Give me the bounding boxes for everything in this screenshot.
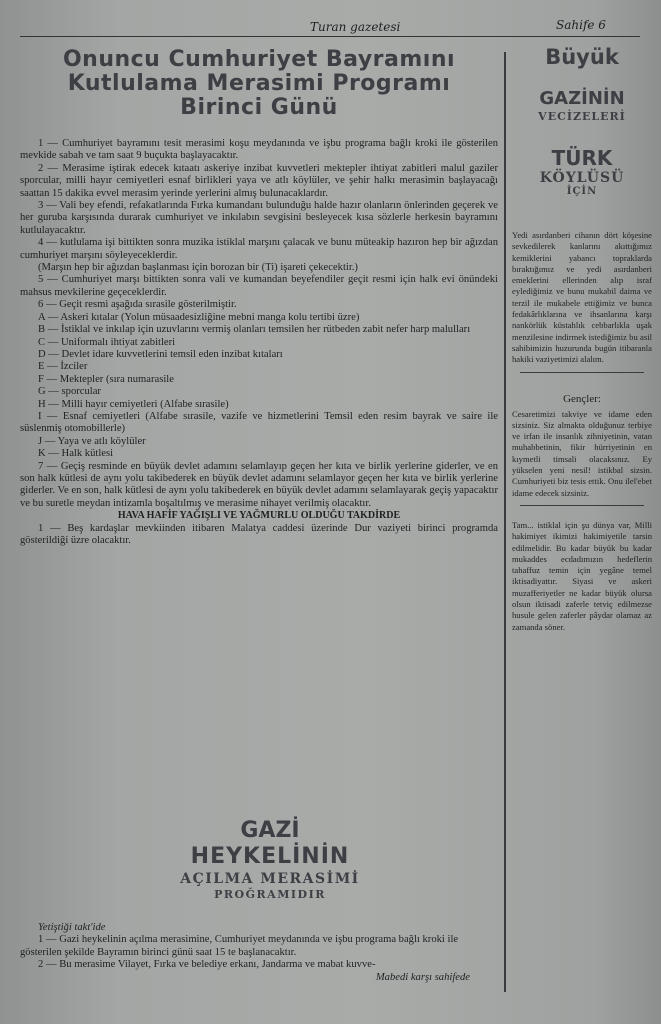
page-number: Sahife 6 bbox=[556, 18, 606, 32]
article-title bbox=[20, 48, 498, 120]
quote-1-text: Yedi asırdanberi cihanın dört köşesine sevkedilerek kanlarını akıttığımız kemiklerini yabancı topraklarda bıraktığımız ve yedi asırdanberi emeklerini ellerinden alıp israf eylediğimiz ve bunu mukabil daima ve terzil ile mukabele ettiğimiz ve bunca fedakârlıklarına ve ihsanlarına karşı nankörlük küstahlık cebbarlıkla uşak menzilesine indirmek istediğimiz bu asil sahibimizin huzurunda bugün itibaranla hakiki vaziyetimizi alalım. bbox=[512, 230, 652, 365]
gazi-line-2: HEYKELİNİN bbox=[190, 844, 350, 869]
program-item: 4 — kutlulama işi bittikten sonra muzika istiklal marşını çalacak ve bunu müteakip hazıron hep bir ağızdan cumhuriyet marşını söyleyeceklerdir. bbox=[20, 237, 498, 261]
sidebar-divider bbox=[520, 505, 644, 506]
program-item: 1 — Cumhuriyet bayramını tesit merasimi koşu meydanında ve işbu programa bağlı kroki ile gösterilen mevkide sabah ve tam saat 9 buçukta başlayacaktır. bbox=[20, 138, 498, 162]
sidebar-title-koylusu: KÖYLÜSÜ bbox=[539, 170, 625, 186]
weather-heading: HAVA HAFİF YAĞIŞLI VE YAĞMURLU OLDUĞU TAKDİRDE bbox=[117, 510, 401, 522]
sidebar-column bbox=[512, 44, 652, 633]
program-item: F — Mektepler (sıra numarasile bbox=[38, 373, 174, 385]
program-item: 5 — Cumhuriyet marşı bittikten sonra vali ve kumandan beyefendiler geçit resmi için halk evi önündeki mahsus mevkilerine geçeceklerdir. bbox=[20, 274, 498, 298]
program-item: 6 — Geçit resmi aşağıda sırasile gösterilmiştir. bbox=[38, 299, 237, 311]
quote-2-text: Cesaretimizi takviye ve idame eden sizsiniz. Siz almakta olduğunuz terbiye ve irfan ile insanlık zihniyetinin, vatan muhabbetinin, fikir hürriyetinin en kıymetli timsali olacaksınız. Ey yükselen yeni nesil! istikbal sizsin. Cumhuriyeti biz tesis ettik. Onu ilel'ebet idame edecek sizsiniz. bbox=[512, 408, 652, 498]
column-divider bbox=[504, 52, 506, 992]
program-item: I — Esnaf cemiyetleri (Alfabe sırasile, vazife ve hizmetlerini Temsil eden resim bayrak ve saire ile süslenmiş otomobillerle) bbox=[20, 410, 498, 435]
program-item: A — Askeri kıtalar (Yolun müsaadesizliğine mebni manga kolu tertibi üzre) bbox=[38, 311, 360, 323]
program-item: (Marşın hep bir ağızdan başlanması için borozan bir (Ti) işareti çekecektir.) bbox=[38, 262, 358, 274]
program-item: 2 — Merasime iştirak edecek kıtaatı askeriye inzibat kuvvetleri mektepler ihtiyat zabitleri malul gaziler sporcular, milli hayır cemiyetleri esnaf birlikleri yaya ve atlı köylüler, ve şehir halkı merasimin başlayacağı saattan 15 dakika evvel merasim yerinde yerlerini almış bulunacaklardır. bbox=[20, 162, 498, 199]
program-item: 7 — Geçiş resminde en büyük devlet adamını selamlayıp geçen her kıta ve birlik yerlerine giderler, ve en son halk kütlesi de aynı yolu takibederek en büyük devlet adamını selamlayor geçen her kıta ve birlik yerlerine giderler. Ve en son, halk kütlesi de aynı yolu takibederek en büyük devlet adamını selamlayarak geçiş yapacaktır ve bu suretle meydan intizamla boşaltılmış ve merasime nihayet verilmiş olacaktır. bbox=[20, 460, 498, 509]
program-item: K — Halk kütlesi bbox=[38, 448, 114, 460]
gazi-line-1: GAZİ bbox=[240, 818, 300, 843]
sidebar-title-turk: TÜRK bbox=[551, 146, 613, 170]
quote-3-text: Tam... istiklal için şu dünya var, Milli hakimiyet ikimizi hakimiyetile tarsin edilmelidir. Bu kadar büyük bu kadar mukaddes ecdadımızın hedeflerin tahaffuz temin için yegâne temel iktisadiyattır. Siyasi ve askeri muzafferiyetler ne kadar büyük olursa olsun iktisadi zaferle tetviç edilmezse husule gelen zaferler pâydar olamaz az zamanda söner. bbox=[512, 519, 652, 632]
yet-item: 1 — Gazi heykelinin açılma merasimine, Cumhuriyet meydanında ve işbu programa bağlı kroki ile gösterilen şekilde Bayramın birinci günü saat 15 te başlanacaktır. bbox=[20, 934, 459, 958]
program-item: C — Uniformalı ihtiyat zabitleri bbox=[38, 336, 176, 348]
program-item: 3 — Vali bey efendi, refakatlarında Fırka kumandanı bulunduğu halde hazır olanların önlerinden geçerek ve her guruba karşısında durarak cumhuriyet ve inkılabın sevgisini besleyecek kısa sözlerle herkesin bayramını kutlulayacaktır. bbox=[20, 200, 498, 236]
sidebar-title-icin: İÇİN bbox=[566, 186, 598, 197]
program-item: G — sporcular bbox=[38, 386, 101, 398]
youth-heading: Gençler: bbox=[563, 392, 601, 405]
program-item: E — İzciler bbox=[38, 361, 88, 373]
gazi-line-3: AÇILMA MERASİMİ bbox=[180, 871, 360, 887]
program-item: B — İstiklal ve inkılap için uzuvlarını vermiş olanları temsilen her rütbeden zabit nefer harp malulları bbox=[38, 324, 471, 336]
program-item: H — Milli hayır cemiyetleri (Alfabe sırasile) bbox=[38, 398, 229, 410]
title-line-3: Birinci Günü bbox=[180, 95, 338, 120]
program-item: D — Devlet idare kuvvetlerini temsil eden inzibat kıtaları bbox=[38, 348, 283, 360]
page-header bbox=[20, 18, 640, 37]
sidebar-divider bbox=[520, 372, 644, 373]
title-line-1: Onuncu Cumhuriyet Bayramını bbox=[62, 47, 456, 72]
program-item: J — Yaya ve atlı köylüler bbox=[38, 435, 146, 447]
yet-item: 2 — Bu merasime Vilayet, Fırka ve belediye erkanı, Jandarma ve mabat kuvve- bbox=[38, 959, 376, 971]
article-body bbox=[20, 138, 498, 547]
sidebar-title-gazinin: GAZİNİN bbox=[539, 88, 625, 109]
sidebar-quote-2 bbox=[512, 409, 652, 499]
sidebar-quote-3 bbox=[512, 520, 652, 633]
sidebar-title-buyuk: Büyük bbox=[545, 45, 619, 69]
paper-name: Turan gazetesi bbox=[310, 20, 401, 34]
monument-program-body bbox=[20, 922, 500, 984]
title-line-2: Kutlulama Merasimi Programı bbox=[67, 71, 451, 96]
yet-heading: Yetiştiği takt'ide bbox=[38, 922, 106, 933]
continued-note: Mabedi karşı sahifede bbox=[375, 971, 470, 983]
monument-program-title bbox=[150, 818, 390, 902]
weather-text: 1 — Beş kardaşlar mevkiinden itibaren Malatya caddesi üzerinde Dur vaziyeti birinci programda gösterildiği üzre olacaktır. bbox=[20, 522, 498, 546]
gazi-line-4: PROĞRAMIDIR bbox=[214, 888, 326, 901]
sidebar-quote-1 bbox=[512, 230, 652, 366]
main-column bbox=[20, 48, 498, 547]
sidebar-title-vecizeleri: VECİZELERİ bbox=[538, 110, 626, 123]
